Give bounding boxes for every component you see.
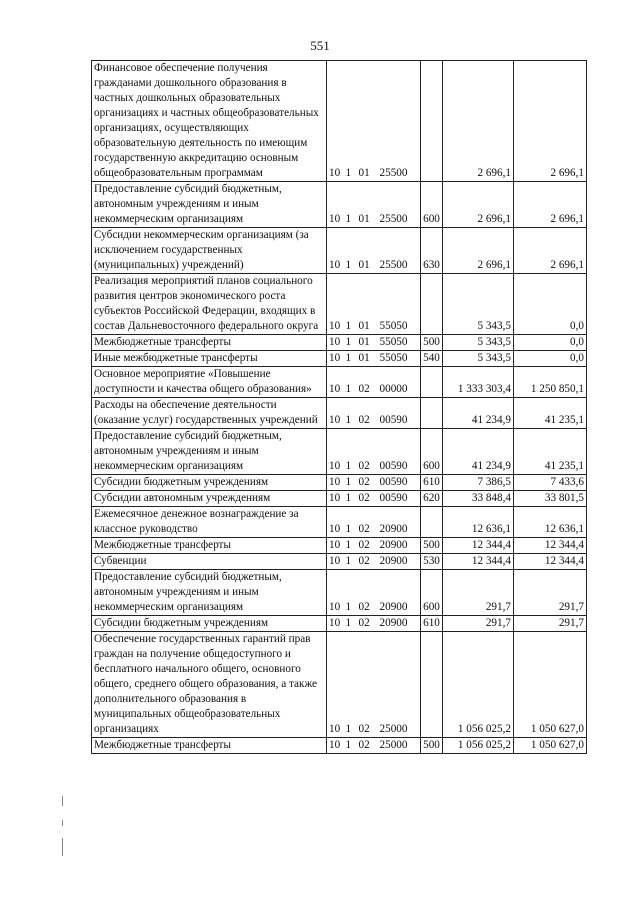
target-code-part: 01 <box>357 274 378 335</box>
expense-type-code <box>421 274 443 335</box>
subsection-code: 1 <box>344 228 357 274</box>
amount-year-2: 2 696,1 <box>514 228 587 274</box>
target-code-part: 02 <box>357 570 378 616</box>
amount-year-1: 2 696,1 <box>443 228 514 274</box>
budget-table-body <box>92 61 587 754</box>
row-name: Межбюджетные трансферты <box>92 335 327 351</box>
amount-year-2: 7 433,6 <box>514 475 587 491</box>
section-code: 10 <box>327 554 344 570</box>
expense-type-code: 610 <box>421 616 443 632</box>
target-code-part: 02 <box>357 738 378 754</box>
table-row <box>92 570 587 616</box>
target-code-number: 20900 <box>378 554 421 570</box>
amount-year-1: 1 056 025,2 <box>443 632 514 738</box>
amount-year-1: 5 343,5 <box>443 274 514 335</box>
section-code: 10 <box>327 351 344 367</box>
amount-year-2: 12 344,4 <box>514 538 587 554</box>
section-code: 10 <box>327 738 344 754</box>
table-row <box>92 554 587 570</box>
table-row <box>92 491 587 507</box>
expense-type-code <box>421 367 443 398</box>
amount-year-2: 1 250 850,1 <box>514 367 587 398</box>
expense-type-code: 530 <box>421 554 443 570</box>
target-code-part: 01 <box>357 351 378 367</box>
amount-year-2: 0,0 <box>514 274 587 335</box>
expense-type-code: 600 <box>421 429 443 475</box>
target-code-number: 55050 <box>378 274 421 335</box>
table-row <box>92 429 587 475</box>
section-code: 10 <box>327 274 344 335</box>
budget-table <box>91 60 587 754</box>
subsection-code: 1 <box>344 367 357 398</box>
section-code: 10 <box>327 429 344 475</box>
target-code-number: 20900 <box>378 570 421 616</box>
subsection-code: 1 <box>344 538 357 554</box>
amount-year-2: 41 235,1 <box>514 398 587 429</box>
target-code-number: 00590 <box>378 398 421 429</box>
amount-year-1: 12 344,4 <box>443 538 514 554</box>
target-code-part: 02 <box>357 507 378 538</box>
amount-year-2: 291,7 <box>514 570 587 616</box>
expense-type-code: 540 <box>421 351 443 367</box>
amount-year-2: 1 050 627,0 <box>514 632 587 738</box>
subsection-code: 1 <box>344 351 357 367</box>
target-code-part: 02 <box>357 367 378 398</box>
amount-year-2: 0,0 <box>514 335 587 351</box>
table-row <box>92 507 587 538</box>
target-code-number: 00590 <box>378 475 421 491</box>
row-name: Основное мероприятие «Повышение доступности и качества общего образования» <box>92 367 327 398</box>
target-code-part: 02 <box>357 538 378 554</box>
amount-year-1: 291,7 <box>443 570 514 616</box>
table-row <box>92 182 587 228</box>
target-code-part: 02 <box>357 554 378 570</box>
target-code-part: 01 <box>357 335 378 351</box>
subsection-code: 1 <box>344 570 357 616</box>
expense-type-code: 500 <box>421 335 443 351</box>
amount-year-1: 291,7 <box>443 616 514 632</box>
subsection-code: 1 <box>344 335 357 351</box>
target-code-part: 01 <box>357 228 378 274</box>
subsection-code: 1 <box>344 398 357 429</box>
target-code-number: 25500 <box>378 61 421 182</box>
target-code-part: 01 <box>357 182 378 228</box>
amount-year-2: 1 050 627,0 <box>514 738 587 754</box>
expense-type-code <box>421 61 443 182</box>
margin-mark <box>62 796 63 806</box>
page-number: 551 <box>310 38 330 53</box>
target-code-part: 02 <box>357 429 378 475</box>
row-name: Субсидии некоммерческим организациям (за исключением государственных (муниципальных) учреждений) <box>92 228 327 274</box>
amount-year-1: 41 234,9 <box>443 429 514 475</box>
target-code-part: 01 <box>357 61 378 182</box>
target-code-part: 02 <box>357 398 378 429</box>
row-name: Межбюджетные трансферты <box>92 538 327 554</box>
amount-year-2: 33 801,5 <box>514 491 587 507</box>
amount-year-2: 0,0 <box>514 351 587 367</box>
amount-year-1: 5 343,5 <box>443 351 514 367</box>
target-code-part: 02 <box>357 475 378 491</box>
subsection-code: 1 <box>344 475 357 491</box>
target-code-number: 00000 <box>378 367 421 398</box>
row-name: Ежемесячное денежное вознаграждение за классное руководство <box>92 507 327 538</box>
section-code: 10 <box>327 182 344 228</box>
expense-type-code: 600 <box>421 570 443 616</box>
amount-year-2: 12 344,4 <box>514 554 587 570</box>
subsection-code: 1 <box>344 182 357 228</box>
subsection-code: 1 <box>344 61 357 182</box>
table-row <box>92 367 587 398</box>
amount-year-2: 41 235,1 <box>514 429 587 475</box>
amount-year-1: 5 343,5 <box>443 335 514 351</box>
row-name: Обеспечение государственных гарантий прав граждан на получение общедоступного и бесплатного начального общего, основного общего, среднего общего образования, а также дополнительного образования в муниципальных общеобразовательных организациях <box>92 632 327 738</box>
amount-year-2: 12 636,1 <box>514 507 587 538</box>
amount-year-2: 2 696,1 <box>514 61 587 182</box>
row-name: Иные межбюджетные трансферты <box>92 351 327 367</box>
amount-year-1: 33 848,4 <box>443 491 514 507</box>
row-name: Предоставление субсидий бюджетным, автономным учреждениям и иным некоммерческим организациям <box>92 429 327 475</box>
target-code-number: 25000 <box>378 738 421 754</box>
table-row <box>92 228 587 274</box>
target-code-number: 25000 <box>378 632 421 738</box>
amount-year-1: 12 636,1 <box>443 507 514 538</box>
section-code: 10 <box>327 632 344 738</box>
section-code: 10 <box>327 491 344 507</box>
expense-type-code: 500 <box>421 538 443 554</box>
target-code-number: 00590 <box>378 429 421 475</box>
expense-type-code: 610 <box>421 475 443 491</box>
table-row <box>92 475 587 491</box>
target-code-part: 02 <box>357 491 378 507</box>
row-name: Предоставление субсидий бюджетным, автономным учреждениям и иным некоммерческим организациям <box>92 570 327 616</box>
subsection-code: 1 <box>344 616 357 632</box>
section-code: 10 <box>327 367 344 398</box>
target-code-part: 02 <box>357 632 378 738</box>
table-row <box>92 398 587 429</box>
expense-type-code <box>421 398 443 429</box>
section-code: 10 <box>327 228 344 274</box>
amount-year-1: 12 344,4 <box>443 554 514 570</box>
section-code: 10 <box>327 398 344 429</box>
margin-mark <box>62 838 63 856</box>
amount-year-1: 2 696,1 <box>443 61 514 182</box>
table-row <box>92 335 587 351</box>
target-code-number: 20900 <box>378 616 421 632</box>
section-code: 10 <box>327 335 344 351</box>
table-row <box>92 61 587 182</box>
table-row <box>92 738 587 754</box>
target-code-number: 25500 <box>378 182 421 228</box>
subsection-code: 1 <box>344 632 357 738</box>
subsection-code: 1 <box>344 274 357 335</box>
section-code: 10 <box>327 538 344 554</box>
target-code-number: 20900 <box>378 538 421 554</box>
section-code: 10 <box>327 507 344 538</box>
target-code-part: 02 <box>357 616 378 632</box>
expense-type-code <box>421 507 443 538</box>
expense-type-code: 500 <box>421 738 443 754</box>
target-code-number: 55050 <box>378 351 421 367</box>
row-name: Реализация мероприятий планов социального развития центров экономического роста субъектов Российской Федерации, входящих в состав Дальневосточного федерального округа <box>92 274 327 335</box>
amount-year-1: 1 056 025,2 <box>443 738 514 754</box>
target-code-number: 00590 <box>378 491 421 507</box>
row-name: Субвенции <box>92 554 327 570</box>
expense-type-code: 620 <box>421 491 443 507</box>
margin-mark <box>62 820 63 826</box>
row-name: Расходы на обеспечение деятельности (оказание услуг) государственных учреждений <box>92 398 327 429</box>
amount-year-2: 291,7 <box>514 616 587 632</box>
target-code-number: 55050 <box>378 335 421 351</box>
row-name: Предоставление субсидий бюджетным, автономным учреждениям и иным некоммерческим организациям <box>92 182 327 228</box>
row-name: Финансовое обеспечение получения гражданами дошкольного образования в частных дошкольных образовательных организациях и частных общеобразовательных организациях, осуществляющих образовательную деятельность по имеющим государственную аккредитацию основным общеобразовательным программам <box>92 61 327 182</box>
row-name: Субсидии бюджетным учреждениям <box>92 475 327 491</box>
expense-type-code: 630 <box>421 228 443 274</box>
row-name: Субсидии бюджетным учреждениям <box>92 616 327 632</box>
subsection-code: 1 <box>344 491 357 507</box>
row-name: Субсидии автономным учреждениям <box>92 491 327 507</box>
amount-year-1: 1 333 303,4 <box>443 367 514 398</box>
section-code: 10 <box>327 475 344 491</box>
amount-year-1: 2 696,1 <box>443 182 514 228</box>
table-row <box>92 274 587 335</box>
amount-year-1: 41 234,9 <box>443 398 514 429</box>
target-code-number: 25500 <box>378 228 421 274</box>
table-row <box>92 632 587 738</box>
table-row <box>92 616 587 632</box>
table-row <box>92 538 587 554</box>
subsection-code: 1 <box>344 554 357 570</box>
target-code-number: 20900 <box>378 507 421 538</box>
expense-type-code <box>421 632 443 738</box>
subsection-code: 1 <box>344 507 357 538</box>
section-code: 10 <box>327 616 344 632</box>
subsection-code: 1 <box>344 738 357 754</box>
subsection-code: 1 <box>344 429 357 475</box>
section-code: 10 <box>327 570 344 616</box>
expense-type-code: 600 <box>421 182 443 228</box>
table-row <box>92 351 587 367</box>
section-code: 10 <box>327 61 344 182</box>
amount-year-1: 7 386,5 <box>443 475 514 491</box>
row-name: Межбюджетные трансферты <box>92 738 327 754</box>
amount-year-2: 2 696,1 <box>514 182 587 228</box>
